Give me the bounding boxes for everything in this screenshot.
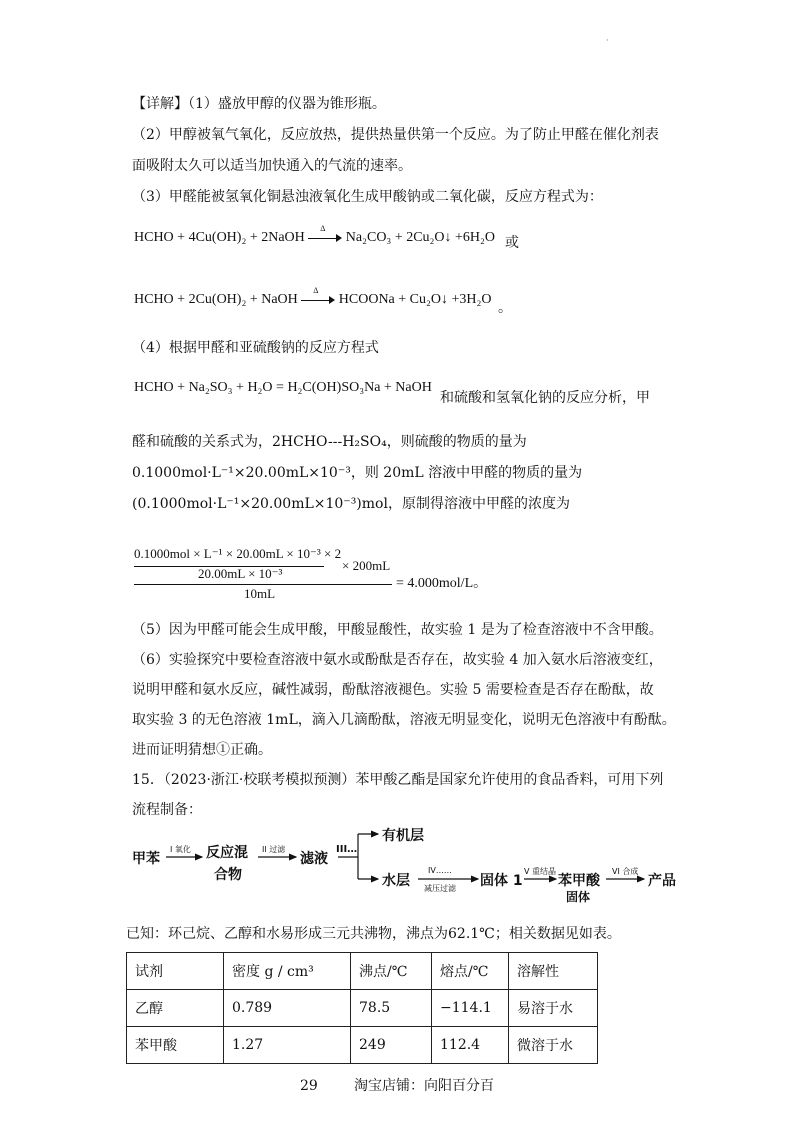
table-cell: 易溶于水 xyxy=(509,990,598,1027)
paragraph-answer-3: （3）甲醛能被氢氧化铜悬浊液氧化生成甲酸钠或二氧化碳，反应方程式为： xyxy=(132,189,603,205)
equation-2 xyxy=(134,285,492,308)
equation-1-left: HCHO + 4Cu(OH)₂ + 2NaOH xyxy=(134,230,305,245)
node-organic-layer: 有机层 xyxy=(382,828,424,844)
question-15-line-2: 流程制备： xyxy=(132,802,202,818)
table-cell: 249 xyxy=(351,1027,432,1064)
fraction-result: = 4.000mol/L。 xyxy=(396,576,488,591)
process-flowchart xyxy=(132,822,692,902)
paragraph-answer-12: 进而证明猜想①正确。 xyxy=(132,742,272,758)
table-cell: 乙醇 xyxy=(127,990,224,1027)
paragraph-answer-11: 取实验 3 的无色溶液 1mL，滴入几滴酚酞，溶液无明显变化，说明无色溶液中有酚酞。 xyxy=(132,712,676,728)
paragraph-answer-5: 醛和硫酸的关系式为，2HCHO---H₂SO₄，则硫酸的物质的量为 xyxy=(132,434,527,450)
table-row xyxy=(127,990,598,1027)
heat-symbol: Δ xyxy=(320,223,326,233)
table-cell: 微溶于水 xyxy=(509,1027,598,1064)
edge-label-synthesis: VI 合成 xyxy=(612,867,639,876)
equation-2-right: HCOONa + Cu₂O↓ +3H₂O xyxy=(338,292,492,307)
shop-footer: 淘宝店铺：向阳百分百 xyxy=(354,1078,494,1094)
edge-label-vacuum-filtration: 减压过滤 xyxy=(424,884,456,893)
node-toluene: 甲苯 xyxy=(132,851,160,867)
fraction-times: × 200mL xyxy=(342,558,391,573)
header-mark: · xyxy=(606,36,609,45)
edge-label-filtration: II 过滤 xyxy=(262,845,286,854)
equation-1 xyxy=(134,223,496,246)
table-header-cell: 熔点/℃ xyxy=(432,953,509,990)
paragraph-answer-4-tail: 和硫酸和氢氧化钠的反应分析，甲 xyxy=(440,390,650,406)
table-cell: 0.789 xyxy=(224,990,351,1027)
table-header-row xyxy=(127,953,598,990)
node-mixture-line2: 合物 xyxy=(214,867,242,883)
edge-label-step4: IV…… xyxy=(428,866,452,875)
reaction-arrow-icon xyxy=(301,285,335,306)
node-benzoic-acid-line1: 苯甲酸 xyxy=(558,873,600,889)
period-mark: 。 xyxy=(498,300,512,316)
paragraph-answer-2: （2）甲醇被氧气氧化，反应放热，提供热量供第一个反应。为了防止甲醛在催化剂表 xyxy=(132,127,659,143)
node-aqueous-layer: 水层 xyxy=(382,873,410,889)
or-word: 或 xyxy=(505,235,519,251)
paragraph-answer-10: 说明甲醛和氨水反应，碱性减弱，酚酞溶液褪色。实验 5 需要检查是否存在酚酞，故 xyxy=(132,682,654,698)
table-cell: 78.5 xyxy=(351,990,432,1027)
table-header-cell: 密度 g / cm³ xyxy=(224,953,351,990)
fraction-top: 0.1000mol × L⁻¹ × 20.00mL × 10⁻³ × 2 xyxy=(134,546,342,561)
node-filtrate: 滤液 xyxy=(300,851,328,867)
heat-symbol: Δ xyxy=(313,285,319,295)
node-product: 产品 xyxy=(648,873,676,889)
edge-label-recrystallization: V 重结晶 xyxy=(524,867,557,876)
equation-2-left: HCHO + 2Cu(OH)₂ + NaOH xyxy=(134,292,298,307)
fraction-outer-line xyxy=(134,584,392,585)
fraction-mid: 20.00mL × 10⁻³ xyxy=(198,566,283,581)
paragraph-answer-6: 0.1000mol·L⁻¹×20.00mL×10⁻³，则 20mL 溶液中甲醛的物质的量为 xyxy=(132,465,583,481)
table-cell: 112.4 xyxy=(432,1027,509,1064)
paragraph-answer-9: （6）实验探究中要检查溶液中氨水或酚酞是否存在，故实验 4 加入氨水后溶液变红， xyxy=(132,652,663,668)
table-row xyxy=(127,1027,598,1064)
paragraph-answer-1: 【详解】（1）盛放甲醇的仪器为锥形瓶。 xyxy=(132,96,386,112)
page-number: 29 xyxy=(300,1078,318,1094)
equation-1-right: Na₂CO₃ + 2Cu₂O↓ +6H₂O xyxy=(345,230,496,245)
edge-label-oxidation: I 氧化 xyxy=(170,845,191,854)
node-solid-1: 固体 1 xyxy=(480,873,523,889)
table-header-cell: 试剂 xyxy=(127,953,224,990)
reaction-arrow-icon xyxy=(308,223,342,244)
node-benzoic-acid-line2: 固体 xyxy=(566,890,591,904)
paragraph-answer-4: （4）根据甲醛和亚硫酸钠的反应方程式 xyxy=(132,340,379,356)
table-header-cell: 溶解性 xyxy=(509,953,598,990)
paragraph-answer-7: (0.1000mol·L⁻¹×20.00mL×10⁻³)mol，原制得溶液中甲醛的浓度为 xyxy=(132,496,570,512)
table-cell: 1.27 xyxy=(224,1027,351,1064)
node-mixture-line1: 反应混 xyxy=(206,845,248,861)
question-15-line-1: 15．（2023·浙江·校联考模拟预测）苯甲酸乙酯是国家允许使用的食品香料，可用下列 xyxy=(132,772,664,788)
data-table xyxy=(126,952,598,1064)
table-cell: 苯甲酸 xyxy=(127,1027,224,1064)
fraction-bottom: 10mL xyxy=(244,586,276,601)
paragraph-answer-2b: 面吸附太久可以适当加快通入的气流的速率。 xyxy=(132,158,412,174)
equation-3: HCHO + Na₂SO₃ + H₂O = H₂C(OH)SO₃Na + NaOH xyxy=(134,380,432,395)
known-conditions: 已知：环己烷、乙醇和水易形成三元共沸物，沸点为62.1℃；相关数据见如表。 xyxy=(126,926,621,942)
edge-label-step3: III… xyxy=(336,844,358,855)
paragraph-answer-8: （5）因为甲醛可能会生成甲酸，甲酸显酸性，故实验 1 是为了检查溶液中不含甲酸。 xyxy=(132,622,663,638)
table-cell: −114.1 xyxy=(432,990,509,1027)
table-header-cell: 沸点/℃ xyxy=(351,953,432,990)
